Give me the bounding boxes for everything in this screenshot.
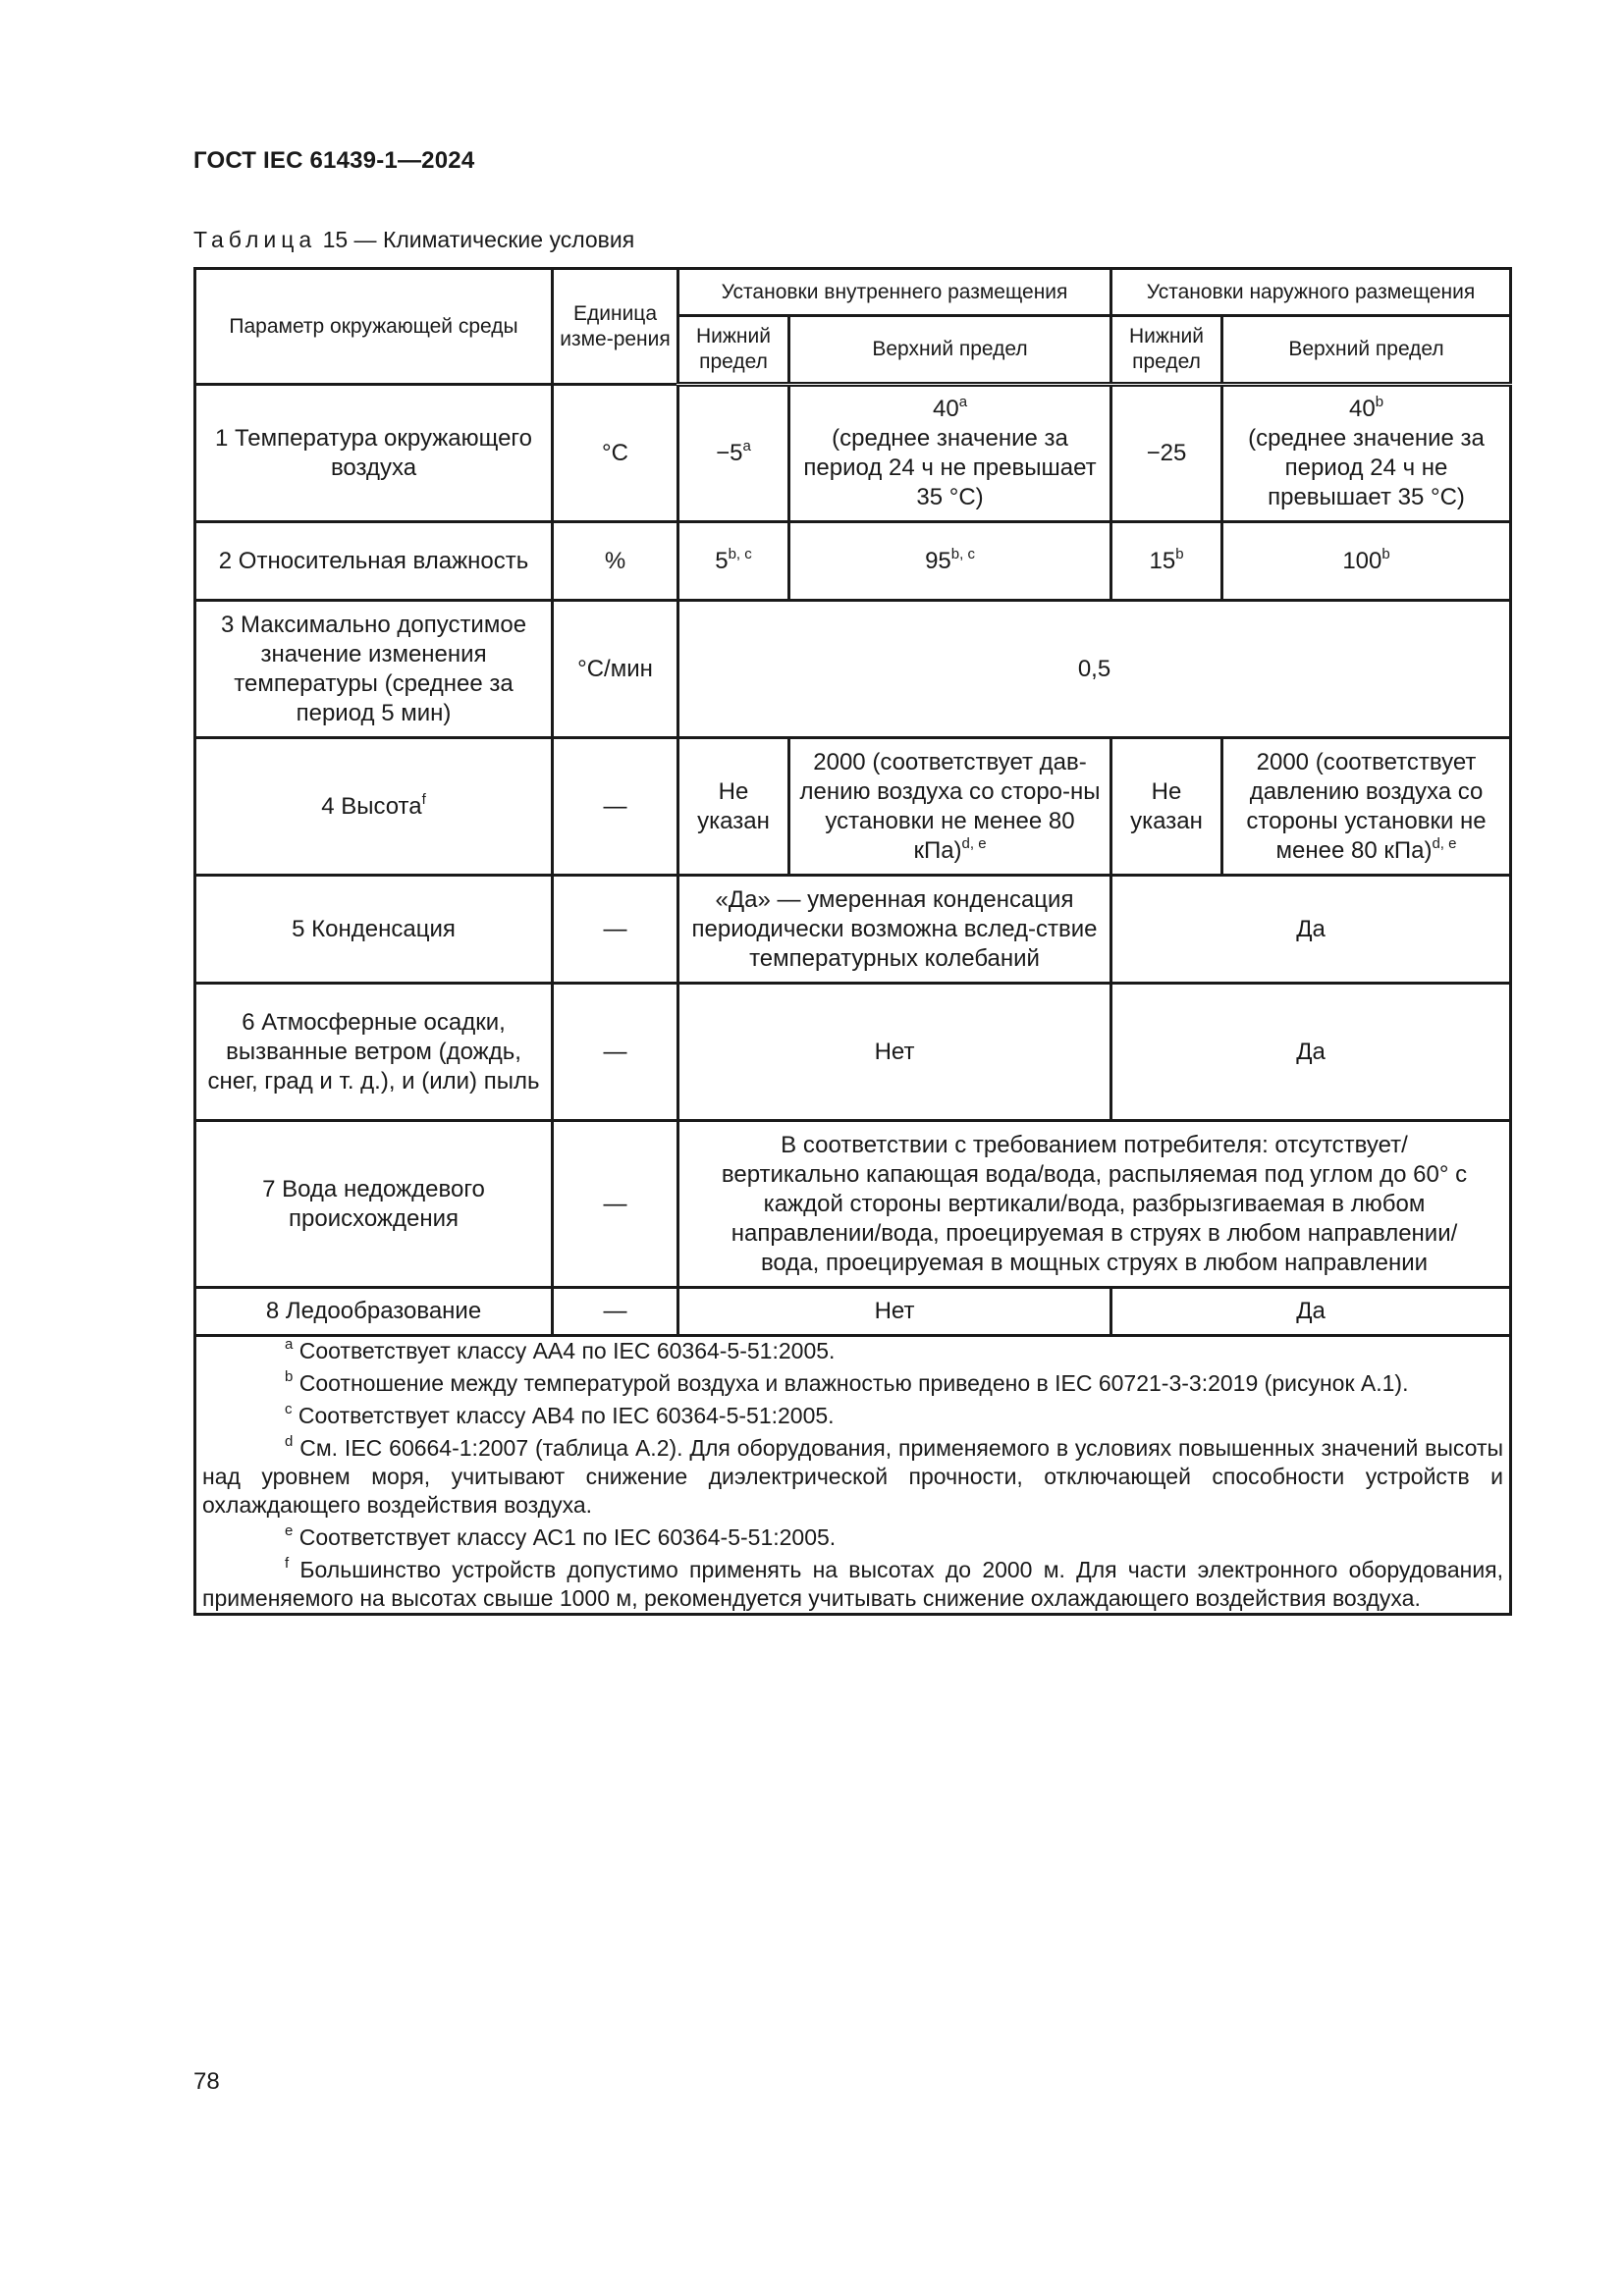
cell-outdoor: Да <box>1111 876 1511 984</box>
table-row <box>195 1121 1511 1288</box>
cell-indoor: Нет <box>678 984 1111 1121</box>
col-header-indoor-upper: Верхний предел <box>789 316 1111 385</box>
cell-value: 95 <box>925 547 951 574</box>
cell-outdoor-upper <box>1222 385 1511 522</box>
footnote <box>202 1556 1503 1613</box>
cell-outdoor-lower: Не указан <box>1111 738 1222 876</box>
col-header-outdoor-lower: Нижний предел <box>1111 316 1222 385</box>
footnote-ref: a <box>958 394 968 410</box>
col-header-unit: Единица изме-рения <box>553 269 678 385</box>
row-param-condensation: 5 Конденсация <box>195 876 553 984</box>
table-caption-label: Таблица <box>193 227 317 252</box>
cell-value-note: (среднее значение за период 24 ч не превышает 35 °С) <box>803 425 1097 510</box>
cell-value: 2000 (соответствует давлению воздуха со стороны установки не менее 80 кПа) <box>1246 748 1487 864</box>
cell-indoor-upper <box>789 738 1111 876</box>
cell-indoor: Нет <box>678 1288 1111 1336</box>
footnote-text: См. IEC 60664-1:2007 (таблица А.2). Для оборудования, применяемого в условиях повышенных значений высоты над уровнем моря, учитывают снижение диэлектрической прочности, отключающей способности устройств и охлаждающего воздействия воздуха. <box>202 1435 1504 1518</box>
table-caption-text: 15 — Климатические условия <box>316 227 635 252</box>
footnote-text: Соответствует классу АВ4 по IEC 60364-5-51:2005. <box>298 1403 835 1428</box>
row-unit: — <box>553 1121 678 1288</box>
col-header-outdoor-upper: Верхний предел <box>1222 316 1511 385</box>
footnote-text: Большинство устройств допустимо применять на высотах до 2000 м. Для части электронного оборудования, применяемого на высотах свыше 1000 м, рекомендуется учитывать снижение охлаждающего воздействия воздуха. <box>202 1557 1504 1611</box>
cell-outdoor: Да <box>1111 984 1511 1121</box>
cell-merged-value: 0,5 <box>678 601 1511 738</box>
footnote-mark: b <box>285 1368 294 1385</box>
row-unit: — <box>553 984 678 1121</box>
cell-indoor-lower <box>678 522 789 601</box>
cell-indoor-lower: Не указан <box>678 738 789 876</box>
cell-value: −5 <box>716 440 743 466</box>
row-param-text: 4 Высота <box>321 792 422 820</box>
row-param-water: 7 Вода недождевого происхождения <box>195 1121 553 1288</box>
footnote-ref: f <box>421 790 426 808</box>
cell-value: 100 <box>1342 547 1382 574</box>
row-unit: — <box>553 738 678 876</box>
footnote-mark: f <box>285 1555 290 1572</box>
row-param-humidity: 2 Относительная влажность <box>195 522 553 601</box>
cell-outdoor-lower <box>1111 522 1222 601</box>
row-param-temperature: 1 Температура окружающего воздуха <box>195 385 553 522</box>
cell-merged-value: В соответствии с требованием потребителя: отсутствует/ вертикально капающая вода/вода, распыляемая под углом до 60° с каждой стороны вертикали/вода, разбрызгиваемая в любом направлении/вода, проецируемая в струях в любом направлении/ вода, проецируемая в мощных струях в любом направлении <box>678 1121 1511 1288</box>
footnote <box>202 1523 1503 1552</box>
row-unit: — <box>553 1288 678 1336</box>
cell-value: 15 <box>1149 547 1176 574</box>
footnote-ref: d, e <box>961 834 987 852</box>
table-row <box>195 522 1511 601</box>
cell-value: 5 <box>715 547 729 574</box>
cell-value: 2000 (соответствует дав-лению воздуха со сторо-ны установки не менее 80 кПа) <box>799 748 1101 864</box>
cell-indoor-lower <box>678 385 789 522</box>
page-number: 78 <box>193 2068 220 2095</box>
footnote-ref: b <box>1175 545 1184 562</box>
footnote <box>202 1434 1503 1520</box>
table-row <box>195 601 1511 738</box>
cell-indoor-upper <box>789 385 1111 522</box>
table-row <box>195 984 1511 1121</box>
cell-outdoor-upper <box>1222 522 1511 601</box>
footnote-ref: a <box>742 438 751 454</box>
col-header-indoor: Установки внутреннего размещения <box>678 269 1111 316</box>
row-param-temp-change: 3 Максимально допустимое значение изменения температуры (среднее за период 5 мин) <box>195 601 553 738</box>
footnote <box>202 1402 1503 1430</box>
footnote-mark: c <box>285 1401 293 1417</box>
table-row <box>195 876 1511 984</box>
footnote-ref: d, e <box>1432 834 1457 852</box>
cell-outdoor: Да <box>1111 1288 1511 1336</box>
table-row <box>195 738 1511 876</box>
table-notes <box>195 1336 1511 1615</box>
footnote <box>202 1337 1503 1365</box>
col-header-indoor-lower: Нижний предел <box>678 316 789 385</box>
footnote-ref: b, c <box>950 545 975 562</box>
cell-indoor: «Да» — умеренная конденсация периодически возможна вслед-ствие температурных колебаний <box>678 876 1111 984</box>
footnote-text: Соответствует классу АС1 по IEC 60364-5-51:2005. <box>298 1524 837 1550</box>
table-notes-row <box>195 1336 1511 1615</box>
row-param-precipitation: 6 Атмосферные осадки, вызванные ветром (дождь, снег, град и т. д.), и (или) пыль <box>195 984 553 1121</box>
row-unit: °С <box>553 385 678 522</box>
col-header-param: Параметр окружающей среды <box>195 269 553 385</box>
table-row <box>195 385 1511 522</box>
cell-value: 40 <box>932 396 959 422</box>
row-unit: — <box>553 876 678 984</box>
row-param-icing: 8 Ледообразование <box>195 1288 553 1336</box>
footnote <box>202 1369 1503 1398</box>
footnote-text: Соотношение между температурой воздуха и влажностью приведено в IEC 60721-3-3:2019 (рисунок А.1). <box>298 1370 1409 1396</box>
climate-conditions-table <box>193 267 1512 1616</box>
footnote-ref: b <box>1381 545 1390 562</box>
row-unit: °С/мин <box>553 601 678 738</box>
document-header: ГОСТ IEC 61439-1—2024 <box>193 147 475 174</box>
table-caption <box>193 227 634 253</box>
footnote-mark: d <box>285 1433 294 1450</box>
row-unit: % <box>553 522 678 601</box>
cell-value: 40 <box>1348 396 1376 422</box>
table-row <box>195 1288 1511 1336</box>
cell-value-note: (среднее значение за период 24 ч не превышает 35 °С) <box>1248 425 1485 510</box>
cell-outdoor-upper <box>1222 738 1511 876</box>
footnote-ref: b, c <box>728 545 752 562</box>
cell-outdoor-lower: −25 <box>1111 385 1222 522</box>
col-header-outdoor: Установки наружного размещения <box>1111 269 1511 316</box>
footnote-mark: a <box>285 1336 294 1353</box>
footnote-text: Соответствует классу АА4 по IEC 60364-5-51:2005. <box>298 1338 836 1363</box>
footnote-ref: b <box>1375 394 1384 410</box>
cell-indoor-upper <box>789 522 1111 601</box>
footnote-mark: e <box>285 1522 294 1539</box>
row-param-altitude <box>195 738 553 876</box>
